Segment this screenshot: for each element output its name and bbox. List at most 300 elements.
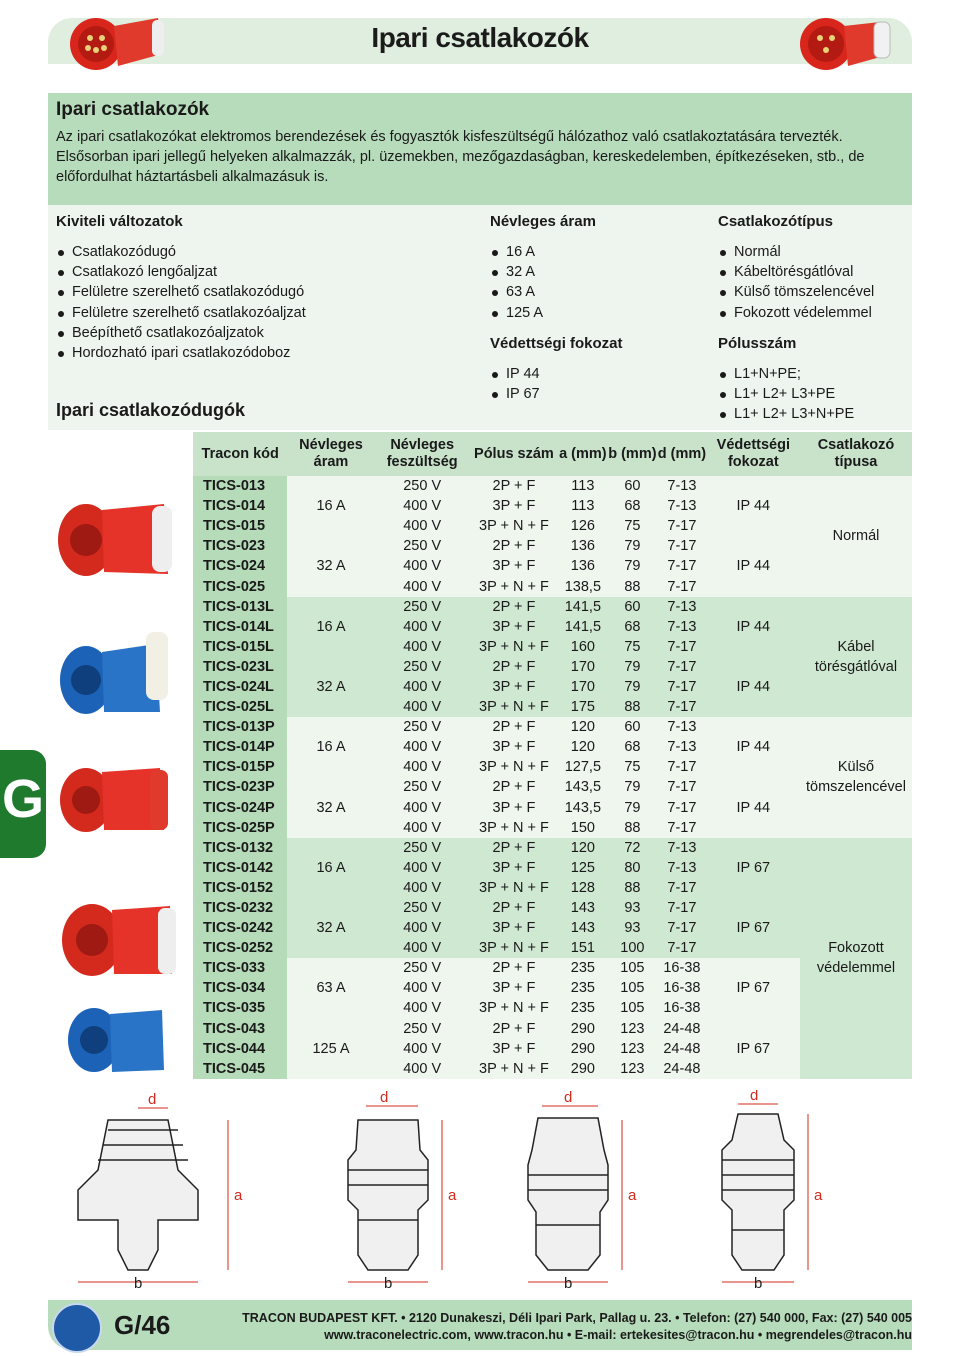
current-list: [490, 242, 623, 323]
cell-d: 7-13: [657, 717, 707, 737]
cell-current: 16 A: [287, 617, 374, 637]
list-item: 16 A: [490, 242, 623, 262]
cell-code: TICS-024P: [193, 798, 287, 818]
cell-poles: 3P + F: [470, 798, 558, 818]
cell-protection: IP 44: [707, 737, 800, 757]
table-row: [193, 838, 912, 858]
list-item: Csatlakozó lengőaljzat: [56, 262, 306, 282]
cell-a: 113: [558, 496, 608, 516]
label-d-4: d: [750, 1090, 759, 1104]
list-item: Felületre szerelhető csatlakozóaljzat: [56, 303, 306, 323]
cell-voltage: 250 V: [375, 898, 470, 918]
cell-protection: [707, 958, 800, 978]
list-item: L1+ L2+ L3+N+PE: [718, 404, 874, 424]
cell-code: TICS-014: [193, 496, 287, 516]
list-item: Felületre szerelhető csatlakozódugó: [56, 282, 306, 302]
cell-code: TICS-025L: [193, 697, 287, 717]
cell-b: 79: [608, 536, 658, 556]
cell-d: 7-17: [657, 536, 707, 556]
cell-a: 143: [558, 898, 608, 918]
cell-current: [287, 697, 374, 717]
cell-protection: [707, 657, 800, 677]
cell-voltage: 400 V: [375, 1059, 470, 1079]
intro-heading: Ipari csatlakozók: [56, 99, 210, 120]
cell-code: TICS-034: [193, 978, 287, 998]
cell-current: [287, 898, 374, 918]
cell-voltage: 400 V: [375, 998, 470, 1018]
cell-a: 170: [558, 657, 608, 677]
cell-current: 32 A: [287, 556, 374, 576]
list-item: L1+ L2+ L3+PE: [718, 384, 874, 404]
cell-protection: IP 67: [707, 918, 800, 938]
cell-a: 143,5: [558, 798, 608, 818]
cell-protection: [707, 476, 800, 496]
current-column: [490, 213, 623, 416]
cell-code: TICS-033: [193, 958, 287, 978]
cell-b: 72: [608, 838, 658, 858]
cell-poles: 3P + N + F: [470, 637, 558, 657]
cell-protection: [707, 536, 800, 556]
cell-protection: [707, 697, 800, 717]
versions-heading: Kiviteli változatok: [56, 213, 183, 230]
label-d-3: d: [564, 1090, 573, 1106]
list-item: Hordozható ipari csatlakozódoboz: [56, 343, 306, 363]
cell-protection: IP 67: [707, 858, 800, 878]
cell-b: 93: [608, 918, 658, 938]
list-item: IP 67: [490, 384, 623, 404]
cell-current: [287, 1059, 374, 1079]
cell-d: 24-48: [657, 1059, 707, 1079]
cell-b: 123: [608, 1019, 658, 1039]
cell-poles: 3P + N + F: [470, 757, 558, 777]
cell-b: 105: [608, 998, 658, 1018]
list-item: Külső tömszelencével: [718, 282, 874, 302]
cell-current: 32 A: [287, 798, 374, 818]
cell-voltage: 400 V: [375, 737, 470, 757]
cell-protection: IP 67: [707, 978, 800, 998]
cell-d: 24-48: [657, 1039, 707, 1059]
cell-voltage: 400 V: [375, 617, 470, 637]
cell-d: 7-17: [657, 798, 707, 818]
cell-poles: 3P + F: [470, 737, 558, 757]
cell-voltage: 250 V: [375, 838, 470, 858]
cell-a: 128: [558, 878, 608, 898]
cell-current: 16 A: [287, 737, 374, 757]
list-item: 63 A: [490, 282, 623, 302]
cell-b: 93: [608, 898, 658, 918]
cell-d: 16-38: [657, 958, 707, 978]
page-title: Ipari csatlakozók: [371, 22, 589, 53]
cell-current: [287, 657, 374, 677]
types-list: [718, 242, 874, 323]
label-b-2: b: [384, 1275, 393, 1290]
cell-b: 75: [608, 637, 658, 657]
cell-b: 88: [608, 697, 658, 717]
cell-a: 120: [558, 717, 608, 737]
cell-poles: 2P + F: [470, 657, 558, 677]
cell-poles: 3P + N + F: [470, 938, 558, 958]
types-column: [718, 213, 874, 436]
product-photos: [52, 480, 192, 1080]
cell-voltage: 400 V: [375, 978, 470, 998]
list-item: 125 A: [490, 303, 623, 323]
cell-a: 113: [558, 476, 608, 496]
cell-current: 63 A: [287, 978, 374, 998]
header-a: a (mm): [558, 432, 608, 476]
intro-text: Az ipari csatlakozókat elektromos berendezések és fogyasztók kisfeszültségű hálózathoz való csatlakoztatására tervezték. Elsősorban ipari jellegű helyeken alkalmazzák, pl. üzemekben, mezőgazdaságban, kereskedelemben, építkezéseken, stb., de előfordulhat háztartásbeli alkalmazásuk is.: [56, 129, 865, 185]
cell-poles: 3P + F: [470, 978, 558, 998]
cell-d: 7-17: [657, 637, 707, 657]
cell-a: 127,5: [558, 757, 608, 777]
cell-protection: IP 67: [707, 1039, 800, 1059]
cell-a: 150: [558, 818, 608, 838]
label-a-2: a: [448, 1187, 457, 1204]
cell-code: TICS-0142: [193, 858, 287, 878]
cell-code: TICS-015L: [193, 637, 287, 657]
cell-b: 60: [608, 476, 658, 496]
cell-d: 7-17: [657, 777, 707, 797]
cell-a: 136: [558, 556, 608, 576]
cell-voltage: 400 V: [375, 516, 470, 536]
cell-protection: [707, 516, 800, 536]
list-item: Normál: [718, 242, 874, 262]
cell-poles: 2P + F: [470, 717, 558, 737]
cell-d: 7-17: [657, 516, 707, 536]
section-tab: [0, 750, 46, 858]
cell-a: 170: [558, 677, 608, 697]
table-row: [193, 597, 912, 617]
cell-d: 16-38: [657, 998, 707, 1018]
cell-type: Kábel törésgátlóval: [800, 597, 912, 718]
page-footer: [48, 1300, 912, 1350]
cell-code: TICS-015P: [193, 757, 287, 777]
cell-code: TICS-025: [193, 576, 287, 596]
cell-current: [287, 938, 374, 958]
cell-poles: 3P + N + F: [470, 878, 558, 898]
cell-b: 88: [608, 878, 658, 898]
cell-b: 88: [608, 576, 658, 596]
cell-current: [287, 818, 374, 838]
label-d-2: d: [380, 1090, 389, 1106]
diagram-3: [528, 1118, 608, 1270]
cell-d: 7-13: [657, 617, 707, 637]
cell-code: TICS-0152: [193, 878, 287, 898]
cell-current: [287, 536, 374, 556]
cell-protection: IP 44: [707, 677, 800, 697]
cell-current: [287, 838, 374, 858]
cell-b: 105: [608, 958, 658, 978]
cell-b: 88: [608, 818, 658, 838]
cell-voltage: 400 V: [375, 938, 470, 958]
cell-current: [287, 576, 374, 596]
cell-type: Normál: [800, 476, 912, 597]
cell-current: [287, 958, 374, 978]
cell-current: 16 A: [287, 496, 374, 516]
cell-poles: 3P + N + F: [470, 1059, 558, 1079]
cell-d: 7-17: [657, 556, 707, 576]
cell-current: 32 A: [287, 677, 374, 697]
cell-protection: [707, 597, 800, 617]
red-plug-photo-3: [62, 904, 176, 976]
cell-protection: [707, 1059, 800, 1079]
label-b-3: b: [564, 1275, 573, 1290]
cell-code: TICS-035: [193, 998, 287, 1018]
cell-protection: [707, 757, 800, 777]
cell-d: 7-13: [657, 737, 707, 757]
cell-voltage: 400 V: [375, 677, 470, 697]
cell-poles: 3P + N + F: [470, 818, 558, 838]
cell-code: TICS-0232: [193, 898, 287, 918]
cell-voltage: 400 V: [375, 556, 470, 576]
cell-protection: [707, 1019, 800, 1039]
cell-b: 60: [608, 717, 658, 737]
cell-b: 60: [608, 597, 658, 617]
cell-a: 235: [558, 998, 608, 1018]
cell-protection: [707, 938, 800, 958]
cell-a: 120: [558, 737, 608, 757]
cell-code: TICS-015: [193, 516, 287, 536]
cell-d: 7-13: [657, 838, 707, 858]
cell-a: 136: [558, 536, 608, 556]
red-plug-photo-1: [58, 504, 172, 576]
label-b-1: b: [134, 1275, 143, 1290]
cell-voltage: 400 V: [375, 798, 470, 818]
cell-d: 7-13: [657, 858, 707, 878]
label-b-4: b: [754, 1275, 763, 1290]
poles-list: [718, 364, 874, 425]
cell-b: 105: [608, 978, 658, 998]
cell-type: Fokozott védelemmel: [800, 838, 912, 1079]
cell-a: 141,5: [558, 597, 608, 617]
cell-a: 120: [558, 838, 608, 858]
cell-d: 7-17: [657, 757, 707, 777]
poles-heading: Pólusszám: [718, 334, 797, 352]
cell-a: 290: [558, 1019, 608, 1039]
page-number: G/46: [114, 1310, 171, 1340]
cell-b: 79: [608, 556, 658, 576]
cell-current: [287, 637, 374, 657]
cell-current: [287, 757, 374, 777]
cell-poles: 2P + F: [470, 597, 558, 617]
cell-current: [287, 777, 374, 797]
cell-type: Külső tömszelencével: [800, 717, 912, 838]
diagram-1: [78, 1120, 198, 1270]
cell-code: TICS-0132: [193, 838, 287, 858]
cell-b: 75: [608, 757, 658, 777]
cell-voltage: 400 V: [375, 757, 470, 777]
cell-d: 7-17: [657, 878, 707, 898]
cell-current: [287, 1019, 374, 1039]
cell-protection: [707, 898, 800, 918]
cell-b: 79: [608, 777, 658, 797]
cell-b: 79: [608, 677, 658, 697]
cell-a: 235: [558, 958, 608, 978]
intro-section: [48, 93, 912, 205]
plugs-subheading: Ipari csatlakozódugók: [56, 400, 246, 420]
cell-voltage: 250 V: [375, 476, 470, 496]
cell-poles: 2P + F: [470, 838, 558, 858]
list-item: Fokozott védelemmel: [718, 303, 874, 323]
footer-contact: [242, 1310, 912, 1344]
cell-poles: 2P + F: [470, 898, 558, 918]
cell-a: 151: [558, 938, 608, 958]
label-a-1: a: [234, 1187, 243, 1204]
cell-current: [287, 476, 374, 496]
cell-d: 24-48: [657, 1019, 707, 1039]
header-voltage: Névleges feszültség: [375, 432, 470, 476]
header-protection: Védettségi fokozat: [707, 432, 800, 476]
cell-current: 125 A: [287, 1039, 374, 1059]
cell-d: 7-17: [657, 657, 707, 677]
cell-voltage: 250 V: [375, 536, 470, 556]
list-item: IP 44: [490, 364, 623, 384]
label-a-4: a: [814, 1187, 823, 1204]
table-row: [193, 476, 912, 496]
list-item: 32 A: [490, 262, 623, 282]
cell-voltage: 250 V: [375, 958, 470, 978]
header-b: b (mm): [608, 432, 658, 476]
cell-poles: 2P + F: [470, 777, 558, 797]
cell-b: 80: [608, 858, 658, 878]
cell-poles: 3P + F: [470, 677, 558, 697]
header-current: Névleges áram: [287, 432, 374, 476]
label-a-3: a: [628, 1187, 637, 1204]
cell-voltage: 250 V: [375, 1019, 470, 1039]
cell-current: [287, 717, 374, 737]
blue-plug-photo-2: [68, 1008, 164, 1072]
cell-code: TICS-013: [193, 476, 287, 496]
cell-b: 79: [608, 798, 658, 818]
section-letter: G: [1, 769, 44, 829]
cell-b: 123: [608, 1059, 658, 1079]
cell-poles: 3P + F: [470, 1039, 558, 1059]
blue-plug-photo: [60, 632, 168, 714]
diagram-2: [348, 1120, 428, 1270]
red-plug-photo-2: [60, 768, 168, 832]
cell-d: 7-17: [657, 677, 707, 697]
cell-voltage: 400 V: [375, 858, 470, 878]
cell-current: [287, 998, 374, 1018]
cell-voltage: 400 V: [375, 496, 470, 516]
cell-protection: [707, 717, 800, 737]
cell-poles: 3P + N + F: [470, 697, 558, 717]
cell-current: [287, 878, 374, 898]
cell-poles: 3P + N + F: [470, 998, 558, 1018]
cell-a: 138,5: [558, 576, 608, 596]
cell-protection: [707, 637, 800, 657]
table-row: [193, 717, 912, 737]
header-code: Tracon kód: [193, 432, 287, 476]
dimension-diagrams: [48, 1090, 912, 1290]
cell-voltage: 400 V: [375, 918, 470, 938]
table-header-row: [193, 432, 912, 476]
cell-a: 126: [558, 516, 608, 536]
cell-poles: 3P + F: [470, 858, 558, 878]
cell-a: 235: [558, 978, 608, 998]
cell-protection: [707, 777, 800, 797]
cell-voltage: 400 V: [375, 818, 470, 838]
cell-b: 68: [608, 737, 658, 757]
cell-protection: [707, 818, 800, 838]
list-item: Kábeltörésgátlóval: [718, 262, 874, 282]
cell-poles: 3P + F: [470, 496, 558, 516]
protection-list: [490, 364, 623, 404]
cell-a: 290: [558, 1039, 608, 1059]
versions-column: [56, 213, 306, 375]
cell-poles: 3P + F: [470, 617, 558, 637]
cell-voltage: 250 V: [375, 657, 470, 677]
cell-code: TICS-024L: [193, 677, 287, 697]
cell-voltage: 400 V: [375, 1039, 470, 1059]
cell-a: 141,5: [558, 617, 608, 637]
cell-a: 290: [558, 1059, 608, 1079]
cell-b: 68: [608, 496, 658, 516]
cell-code: TICS-025P: [193, 818, 287, 838]
cell-code: TICS-013L: [193, 597, 287, 617]
cell-b: 79: [608, 657, 658, 677]
cell-d: 7-13: [657, 597, 707, 617]
cell-b: 75: [608, 516, 658, 536]
cell-poles: 2P + F: [470, 536, 558, 556]
header-poles: Pólus szám: [470, 432, 558, 476]
cell-d: 7-13: [657, 476, 707, 496]
cell-code: TICS-023L: [193, 657, 287, 677]
cell-b: 68: [608, 617, 658, 637]
cell-d: 7-17: [657, 938, 707, 958]
cell-d: 7-13: [657, 496, 707, 516]
cell-code: TICS-024: [193, 556, 287, 576]
cell-protection: IP 44: [707, 496, 800, 516]
cell-a: 160: [558, 637, 608, 657]
footer-web: www.traconelectric.com, www.tracon.hu • E-mail: ertekesites@tracon.hu • megrendeles@tracon.hu: [324, 1328, 912, 1342]
product-table: [193, 432, 912, 1079]
cell-b: 123: [608, 1039, 658, 1059]
cell-protection: [707, 838, 800, 858]
diagram-4: [722, 1114, 794, 1270]
list-item: Csatlakozódugó: [56, 242, 306, 262]
cell-voltage: 400 V: [375, 637, 470, 657]
cell-d: 7-17: [657, 576, 707, 596]
cell-poles: 3P + F: [470, 556, 558, 576]
cell-b: 100: [608, 938, 658, 958]
current-heading: Névleges áram: [490, 213, 596, 230]
header-d: d (mm): [657, 432, 707, 476]
list-item: Beépíthető csatlakozóaljzatok: [56, 323, 306, 343]
cell-code: TICS-014L: [193, 617, 287, 637]
cell-protection: [707, 998, 800, 1018]
cell-protection: IP 44: [707, 556, 800, 576]
cell-poles: 3P + F: [470, 918, 558, 938]
cell-code: TICS-044: [193, 1039, 287, 1059]
cell-d: 7-17: [657, 898, 707, 918]
cell-poles: 2P + F: [470, 1019, 558, 1039]
cell-voltage: 400 V: [375, 697, 470, 717]
cell-code: TICS-0252: [193, 938, 287, 958]
cell-a: 125: [558, 858, 608, 878]
cell-d: 7-17: [657, 818, 707, 838]
cell-code: TICS-023P: [193, 777, 287, 797]
cell-poles: 2P + F: [470, 476, 558, 496]
cell-protection: IP 44: [707, 798, 800, 818]
cell-current: [287, 516, 374, 536]
cell-voltage: 400 V: [375, 878, 470, 898]
cell-protection: [707, 878, 800, 898]
cell-d: 16-38: [657, 978, 707, 998]
cell-a: 175: [558, 697, 608, 717]
footer-address: TRACON BUDAPEST KFT. • 2120 Dunakeszi, Déli Ipari Park, Pallag u. 23. • Telefon: (27) 540 000, Fax: (27) 540 005: [242, 1311, 912, 1325]
cell-current: 16 A: [287, 858, 374, 878]
table-body: [193, 476, 912, 1079]
